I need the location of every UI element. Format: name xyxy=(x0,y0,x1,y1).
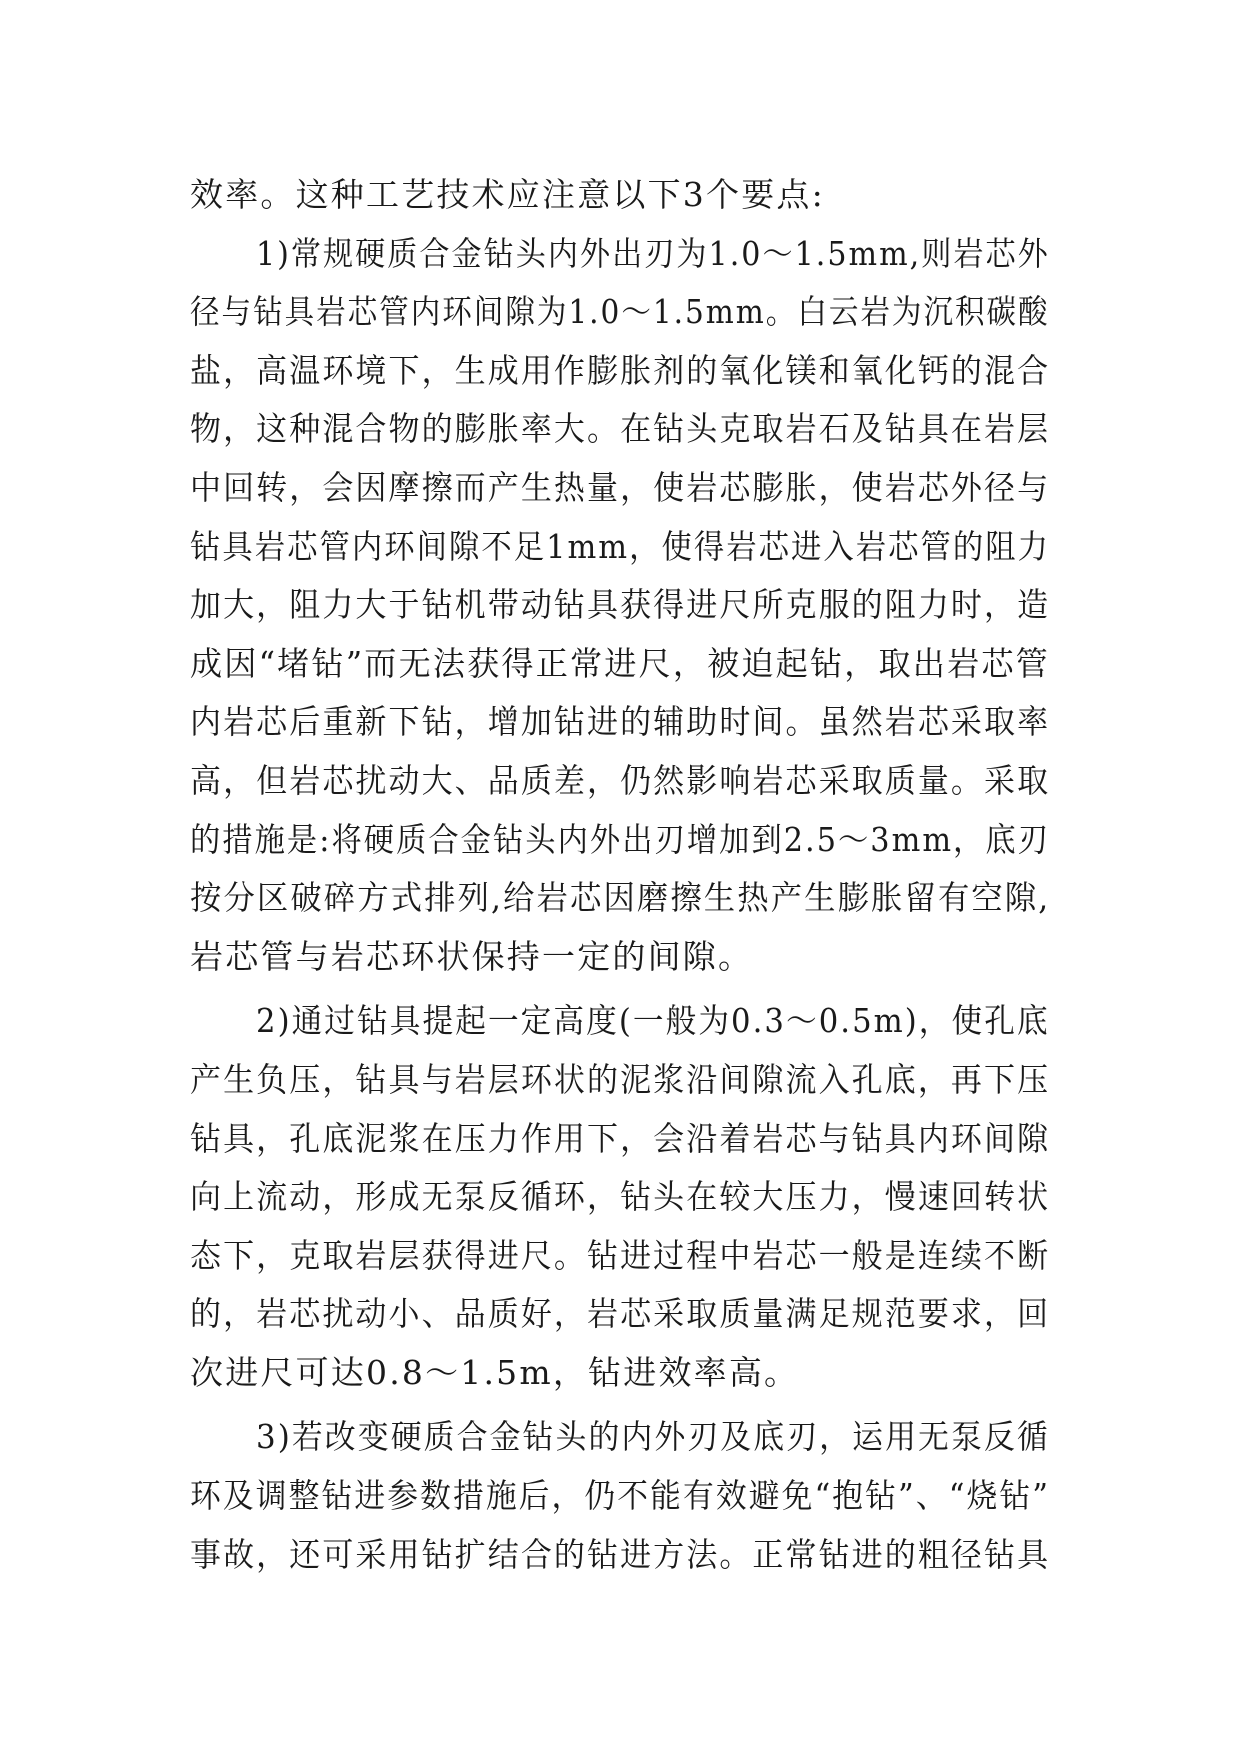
text-line: 高，但岩芯扰动大、品质差，仍然影响岩芯采取质量。采取 xyxy=(190,760,1051,800)
body-text xyxy=(190,166,1050,1584)
text-line: 次进尺可达0.8～1.5m，钻进效率高。 xyxy=(190,1352,800,1392)
text-line: 1)常规硬质合金钻头内外出刃为1.0～1.5mm,则岩芯外 xyxy=(256,233,1050,273)
text-line: 事故，还可采用钻扩结合的钻进方法。正常钻进的粗径钻具 xyxy=(190,1534,1051,1574)
text-line: 成因“堵钻”而无法获得正常进尺，被迫起钻，取出岩芯管 xyxy=(190,643,1050,683)
text-line: 效率。这种工艺技术应注意以下3个要点: xyxy=(190,175,825,214)
text-line: 产生负压，钻具与岩层环状的泥浆沿间隙流入孔底，再下压 xyxy=(190,1059,1051,1099)
text-line: 岩芯管与岩芯环状保持一定的间隙。 xyxy=(190,936,754,976)
text-line: 径与钻具岩芯管内环间隙为1.0～1.5mm。白云岩为沉积碳酸 xyxy=(190,292,1050,332)
text-line: 态下，克取岩层获得进尺。钻进过程中岩芯一般是连续不断 xyxy=(190,1235,1051,1275)
text-line: 向上流动，形成无泵反循环，钻头在较大压力，慢速回转状 xyxy=(190,1177,1051,1217)
text-line: 3)若改变硬质合金钻头的内外刃及底刃，运用无泵反循 xyxy=(256,1417,1050,1457)
text-line: 2)通过钻具提起一定高度(一般为0.3～0.5m)，使孔底 xyxy=(256,1001,1050,1041)
text-line: 环及调整钻进参数措施后，仍不能有效避免“抱钻”、“烧钻” xyxy=(190,1476,1051,1516)
text-line: 钻具，孔底泥浆在压力作用下，会沿着岩芯与钻具内环间隙 xyxy=(190,1118,1051,1158)
text-line: 物，这种混合物的膨胀率大。在钻头克取岩石及钻具在岩层 xyxy=(190,409,1051,449)
text-line: 中回转，会因摩擦而产生热量，使岩芯膨胀，使岩芯外径与 xyxy=(190,467,1051,507)
text-line: 按分区破碎方式排列,给岩芯因磨擦生热产生膨胀留有空隙, xyxy=(190,878,1051,918)
text-line: 钻具岩芯管内环间隙不足1mm，使得岩芯进入岩芯管的阻力 xyxy=(190,526,1050,566)
text-line: 加大，阻力大于钻机带动钻具获得进尺所克服的阻力时，造 xyxy=(190,585,1051,625)
text-line: 内岩芯后重新下钻，增加钻进的辅助时间。虽然岩芯采取率 xyxy=(190,702,1051,742)
text-line: 盐，高温环境下，生成用作膨胀剂的氧化镁和氧化钙的混合 xyxy=(190,350,1051,390)
text-line: 的措施是:将硬质合金钻头内外出刃增加到2.5～3mm，底刃 xyxy=(190,819,1050,859)
text-line: 的，岩芯扰动小、品质好，岩芯采取质量满足规范要求，回 xyxy=(190,1294,1051,1334)
